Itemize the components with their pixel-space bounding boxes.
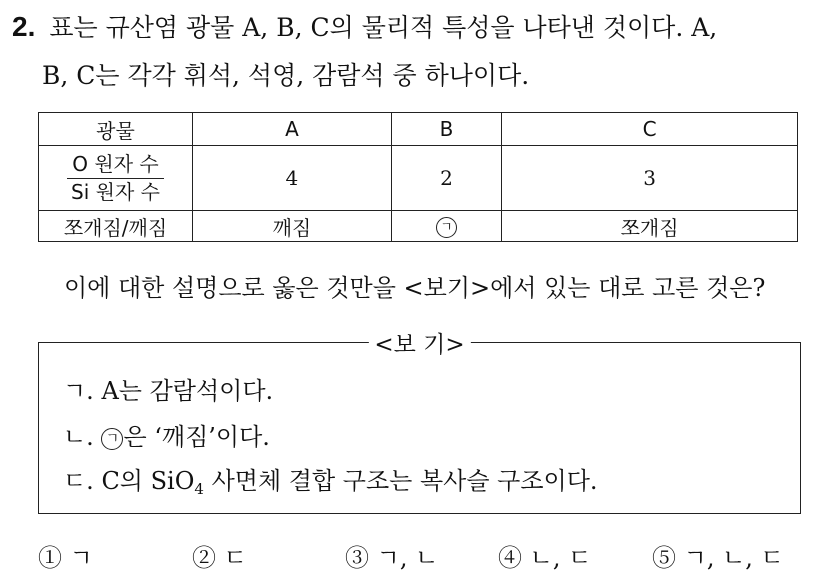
question-line-2: B, C는 각각 휘석, 석영, 감람석 중 하나이다.	[42, 61, 530, 90]
bogi-item-c	[63, 461, 598, 498]
table-header-row	[39, 113, 798, 146]
ratio-row	[39, 146, 798, 211]
choice-3[interactable]: ③ ㄱ, ㄴ	[345, 544, 439, 572]
question-number: 2.	[12, 11, 36, 42]
circled-mark: ㄱ	[101, 428, 123, 450]
ratio-value-a: 4	[193, 146, 392, 211]
ratio-value-c: 3	[502, 146, 798, 211]
choice-4[interactable]: ④ ㄴ, ㄷ	[498, 544, 592, 572]
ratio-denominator: Si 원자 수	[71, 179, 160, 204]
bogi-box	[38, 332, 801, 514]
ratio-value-b: 2	[391, 146, 501, 211]
ratio-fraction	[67, 152, 164, 205]
bogi-item-c-prefix: ㄷ. C의 SiO	[63, 467, 195, 495]
header-col-b: B	[391, 113, 501, 146]
cleavage-value-a: 깨짐	[193, 211, 392, 242]
cleavage-value-b	[391, 211, 501, 242]
header-col-a: A	[193, 113, 392, 146]
header-label: 광물	[39, 113, 193, 146]
cleavage-label: 쪼개짐/깨짐	[39, 211, 193, 242]
question-prompt: 이에 대한 설명으로 옳은 것만을 <보기>에서 있는 대로 고른 것은?	[64, 274, 766, 302]
choice-2[interactable]: ② ㄷ	[192, 544, 247, 572]
ratio-numerator: O 원자 수	[67, 152, 164, 179]
bogi-title: <보 기>	[368, 326, 470, 359]
bogi-item-b-prefix: ㄴ.	[63, 423, 94, 451]
question-line-1	[12, 8, 717, 44]
bogi-item-b-text: 은 ‘깨짐’이다.	[123, 423, 270, 451]
cleavage-value-c: 쪼개짐	[502, 211, 798, 242]
question-text-1: 표는 규산염 광물 A, B, C의 물리적 특성을 나타낸 것이다. A,	[49, 13, 718, 42]
header-col-c: C	[502, 113, 798, 146]
bogi-item-c-text: 사면체 결합 구조는 복사슬 구조이다.	[203, 467, 598, 495]
bogi-item-a: ㄱ. A는 감람석이다.	[63, 377, 274, 405]
mineral-properties-table	[38, 112, 798, 242]
ratio-label	[39, 146, 193, 211]
sio4-subscript: 4	[194, 480, 204, 498]
bogi-item-b	[63, 417, 270, 452]
choice-5[interactable]: ⑤ ㄱ, ㄴ, ㄷ	[652, 544, 784, 572]
cleavage-row	[39, 211, 798, 242]
circled-mark: ㄱ	[436, 217, 457, 238]
choice-1[interactable]: ① ㄱ	[38, 544, 93, 572]
